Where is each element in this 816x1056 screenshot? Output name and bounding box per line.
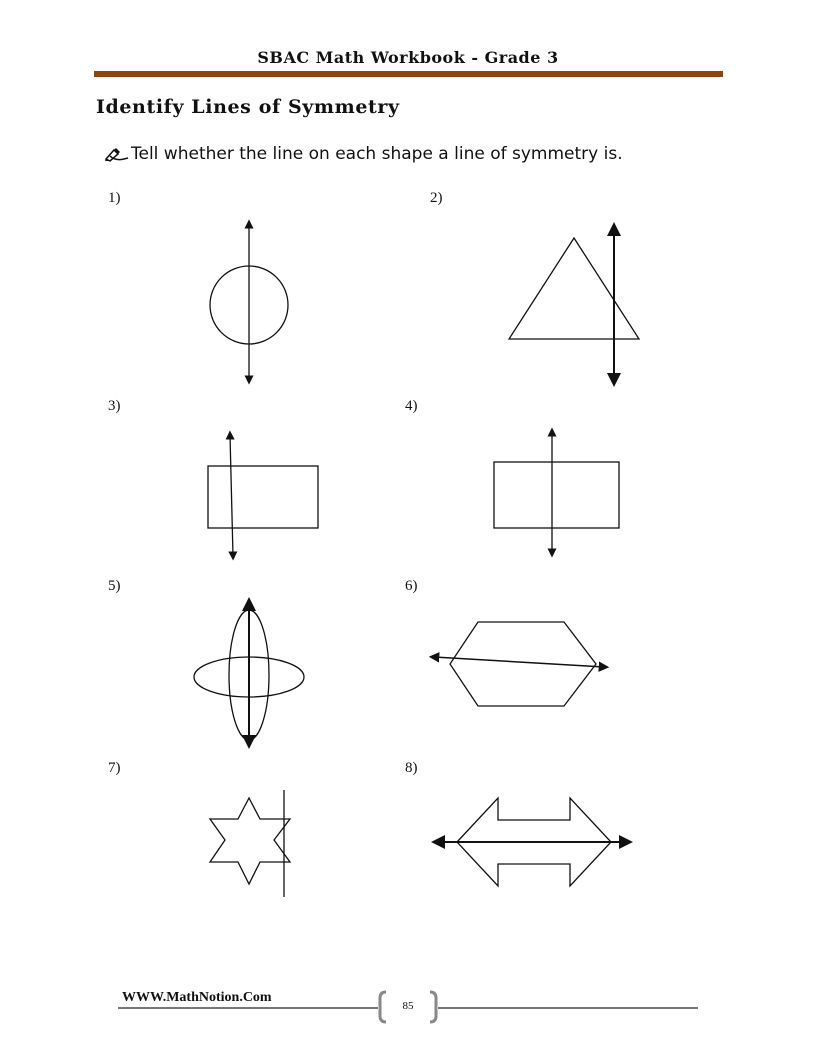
shape-5-ellipses [194,604,304,742]
footer-website: WWW.MathNotion.Com [122,990,272,1005]
question-number-8: 8) [405,760,418,776]
page-number: 85 [402,1000,414,1012]
section-title: Identify Lines of Symmetry [96,96,400,118]
question-number-2: 2) [430,190,443,206]
shape-8-double-arrow [438,798,626,886]
question-number-1: 1) [108,190,121,206]
question-number-6: 6) [405,578,418,594]
header-title: SBAC Math Workbook - Grade 3 [257,48,559,67]
shape-6-hexagon [434,622,604,706]
question-number-7: 7) [108,760,121,776]
instruction-text: Tell whether the line on each shape a line of symmetry is. [131,144,623,164]
question-number-5: 5) [108,578,121,594]
shape-1-circle [210,224,288,380]
shape-2-triangle [509,229,639,380]
question-number-4: 4) [405,398,418,414]
shape-3-rectangle [208,435,318,556]
shape-7-star [210,790,290,897]
question-number-3: 3) [108,398,121,414]
shape-4-rectangle [494,432,619,553]
